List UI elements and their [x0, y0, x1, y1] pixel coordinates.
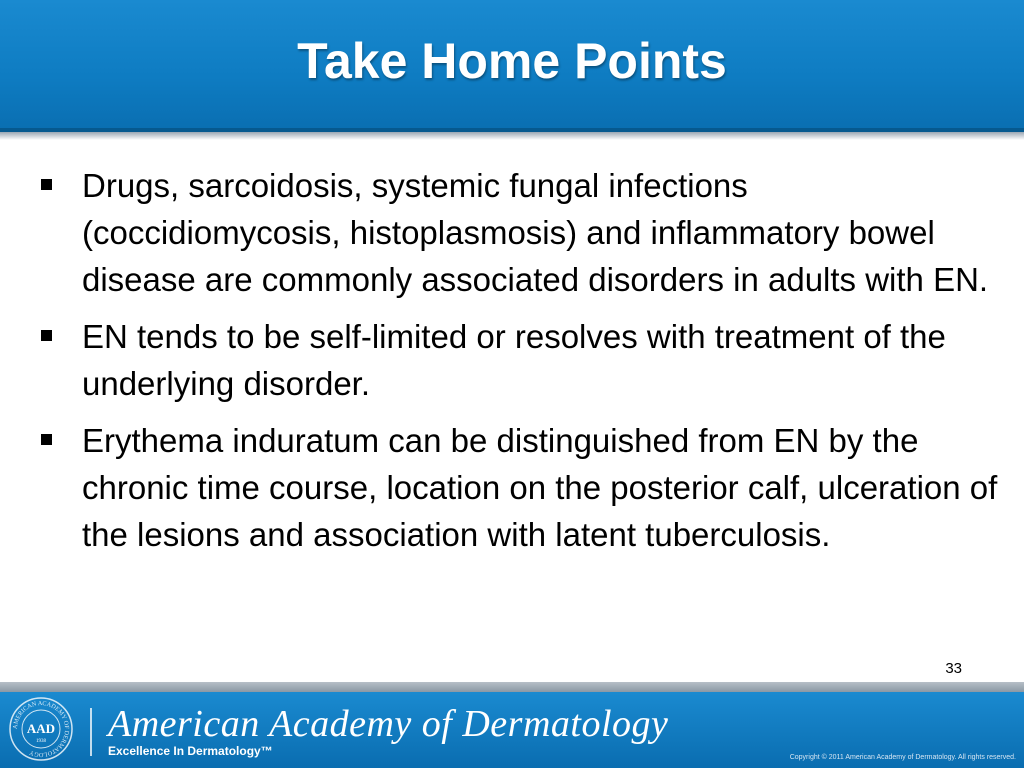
bullet-item — [40, 162, 1010, 303]
footer — [0, 692, 1024, 768]
bullet-text: EN tends to be self-limited or resolves with treatment of the underlying disorder. — [82, 318, 946, 402]
seal-text: AAD — [26, 721, 56, 736]
footer-stripe — [0, 682, 1024, 692]
page-number: 33 — [945, 660, 962, 677]
bullet-item — [40, 417, 1010, 558]
bullet-item — [40, 313, 1010, 407]
aad-seal-logo — [8, 696, 74, 762]
seal-year: 1938 — [36, 739, 46, 744]
bullet-text: Drugs, sarcoidosis, systemic fungal infections (coccidiomycosis, histoplasmosis) and inflammatory bowel disease are commonly associated disorders in adults with EN. — [82, 167, 989, 298]
title-bar-shadow — [0, 132, 1024, 140]
copyright-text: Copyright © 2011 American Academy of Dermatology. All rights reserved. — [789, 754, 1016, 761]
square-bullet-icon — [41, 434, 52, 445]
bullet-list — [40, 162, 1010, 568]
footer-divider — [90, 708, 92, 756]
seal-ring-text: AMERICAN ACADEMY OF DERMATOLOGY — [11, 699, 71, 759]
bullet-text: Erythema induratum can be distinguished from EN by the chronic time course, location on the posterior calf, ulceration of the lesions and association with latent tuberculosis. — [82, 422, 998, 553]
square-bullet-icon — [41, 179, 52, 190]
square-bullet-icon — [41, 330, 52, 341]
org-name: American Academy of Dermatology — [108, 703, 669, 745]
tagline: Excellence In Dermatology™ — [108, 744, 273, 758]
slide-title: Take Home Points — [297, 33, 727, 89]
